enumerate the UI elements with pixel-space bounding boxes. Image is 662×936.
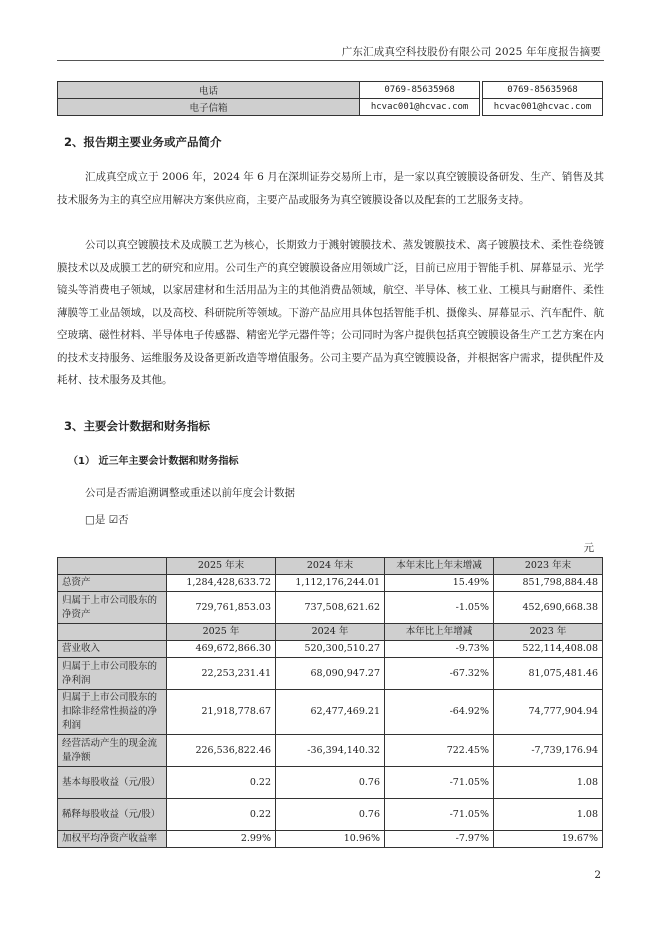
contact-label: 电话 <box>58 82 360 99</box>
value-cell: -36,394,140.32 <box>276 735 385 767</box>
value-cell: 62,477,469.21 <box>276 690 385 735</box>
value-cell: 22,253,231.41 <box>167 658 276 690</box>
table-row <box>58 767 603 799</box>
header-cell: 本年末比上年末增减 <box>385 558 494 575</box>
value-cell: 19.67% <box>494 831 603 848</box>
table-row <box>58 575 603 592</box>
value-cell: 1,112,176,244.01 <box>276 575 385 592</box>
value-cell: 737,508,621.62 <box>276 592 385 624</box>
table-row <box>58 799 603 831</box>
value-cell: 452,690,668.38 <box>494 592 603 624</box>
row-label: 营业收入 <box>58 641 167 658</box>
value-cell: 10.96% <box>276 831 385 848</box>
value-cell: -9.73% <box>385 641 494 658</box>
section3-heading: 3、主要会计数据和财务指标 <box>64 419 211 433</box>
row-label: 加权平均净资产收益率 <box>58 831 167 848</box>
value-cell: -7,739,176.94 <box>494 735 603 767</box>
restatement-question: 公司是否需追溯调整或重述以前年度会计数据 <box>85 487 295 499</box>
table-row <box>58 831 603 848</box>
financial-table <box>57 557 603 848</box>
row-label: 总资产 <box>58 575 167 592</box>
value-cell: 81,075,481.46 <box>494 658 603 690</box>
contact-table <box>57 81 603 116</box>
header-cell: 2023 年 <box>494 624 603 641</box>
section2-paragraph2: 公司以真空镀膜技术及成膜工艺为核心，长期致力于溅射镀膜技术、蒸发镀膜技术、离子镀膜技术、柔性卷绕镀膜技术以及成膜工艺的研究和应用。公司生产的真空镀膜设备应用领域广泛，目前已应用于智能手机、屏幕显示、光学镜头等消费电子领域，以家居建材和生活用品为主的其他消费品领域，航空、半导体、核工业、工模具与耐磨件、柔性薄膜等工业品领域，以及高校、科研院所等领域。下游产品应用具体包括智能手机、摄像头、屏幕显示、汽车配件、航空玻璃、磁性材料、半导体电子传感器、精密光学元器件等；公司同时为客户提供包括真空镀膜设备生产工艺方案在内的技术支持服务、运维服务及设备更新改造等增值服务。公司主要产品为真空镀膜设备，并根据客户需求，提供配件及耗材、技术服务及其他。 <box>57 239 604 386</box>
value-cell: 0.22 <box>167 799 276 831</box>
value-cell: 1.08 <box>494 799 603 831</box>
contact-row-email <box>58 99 603 116</box>
contact-value: 0769-85635968 <box>360 82 480 99</box>
unit-label: 元 <box>583 542 594 554</box>
header-cell: 2025 年 <box>167 624 276 641</box>
value-cell: 2.99% <box>167 831 276 848</box>
value-cell: -1.05% <box>385 592 494 624</box>
value-cell: -71.05% <box>385 799 494 831</box>
header-cell <box>58 558 167 575</box>
table-header-row <box>58 558 603 575</box>
contact-row-phone <box>58 82 603 99</box>
section2-paragraph1: 汇成真空成立于 2006 年，2024 年 6 月在深圳证券交易所上市，是一家以真空镀膜设备研发、生产、销售及其技术服务为主的真空应用解决方案供应商，主要产品或服务为真空镀膜设备以及配套的工艺服务支持。 <box>57 171 604 206</box>
value-cell: 15.49% <box>385 575 494 592</box>
table-row <box>58 592 603 624</box>
value-cell: 722.45% <box>385 735 494 767</box>
restatement-options: □是 ☑否 <box>85 514 129 526</box>
value-cell: 68,090,947.27 <box>276 658 385 690</box>
contact-value: 0769-85635968 <box>483 82 603 99</box>
header-cell: 2025 年末 <box>167 558 276 575</box>
value-cell: -67.32% <box>385 658 494 690</box>
value-cell: 729,761,853.03 <box>167 592 276 624</box>
header-cell: 本年比上年增减 <box>385 624 494 641</box>
value-cell: 0.22 <box>167 767 276 799</box>
value-cell: 21,918,778.67 <box>167 690 276 735</box>
row-label: 稀释每股收益（元/股） <box>58 799 167 831</box>
row-label: 归属于上市公司股东的净资产 <box>58 592 167 624</box>
value-cell: -7.97% <box>385 831 494 848</box>
value-cell: 522,114,408.08 <box>494 641 603 658</box>
header-cell: 2024 年末 <box>276 558 385 575</box>
value-cell: 0.76 <box>276 799 385 831</box>
value-cell: 520,300,510.27 <box>276 641 385 658</box>
header-cell <box>58 624 167 641</box>
table-row <box>58 641 603 658</box>
row-label: 经营活动产生的现金流量净额 <box>58 735 167 767</box>
running-header: 广东汇成真空科技股份有限公司 2025 年年度报告摘要 <box>341 46 601 58</box>
header-cell: 2023 年末 <box>494 558 603 575</box>
row-label: 归属于上市公司股东的净利润 <box>58 658 167 690</box>
section3-subheading: （1） 近三年主要会计数据和财务指标 <box>68 456 239 467</box>
table-row <box>58 735 603 767</box>
page-number: 2 <box>594 869 601 881</box>
contact-value: hcvac001@hcvac.com <box>483 99 603 116</box>
value-cell: -71.05% <box>385 767 494 799</box>
table-header-row <box>58 624 603 641</box>
table-row <box>58 658 603 690</box>
row-label: 基本每股收益（元/股） <box>58 767 167 799</box>
section2-heading: 2、报告期主要业务或产品简介 <box>64 135 222 149</box>
header-rule <box>57 60 604 61</box>
value-cell: 0.76 <box>276 767 385 799</box>
row-label: 归属于上市公司股东的扣除非经常性损益的净利润 <box>58 690 167 735</box>
contact-label: 电子信箱 <box>58 99 360 116</box>
header-cell: 2024 年 <box>276 624 385 641</box>
value-cell: 1,284,428,633.72 <box>167 575 276 592</box>
value-cell: -64.92% <box>385 690 494 735</box>
value-cell: 851,798,884.48 <box>494 575 603 592</box>
value-cell: 226,536,822.46 <box>167 735 276 767</box>
contact-value: hcvac001@hcvac.com <box>360 99 480 116</box>
value-cell: 469,672,866.30 <box>167 641 276 658</box>
table-row <box>58 690 603 735</box>
value-cell: 74,777,904.94 <box>494 690 603 735</box>
value-cell: 1.08 <box>494 767 603 799</box>
